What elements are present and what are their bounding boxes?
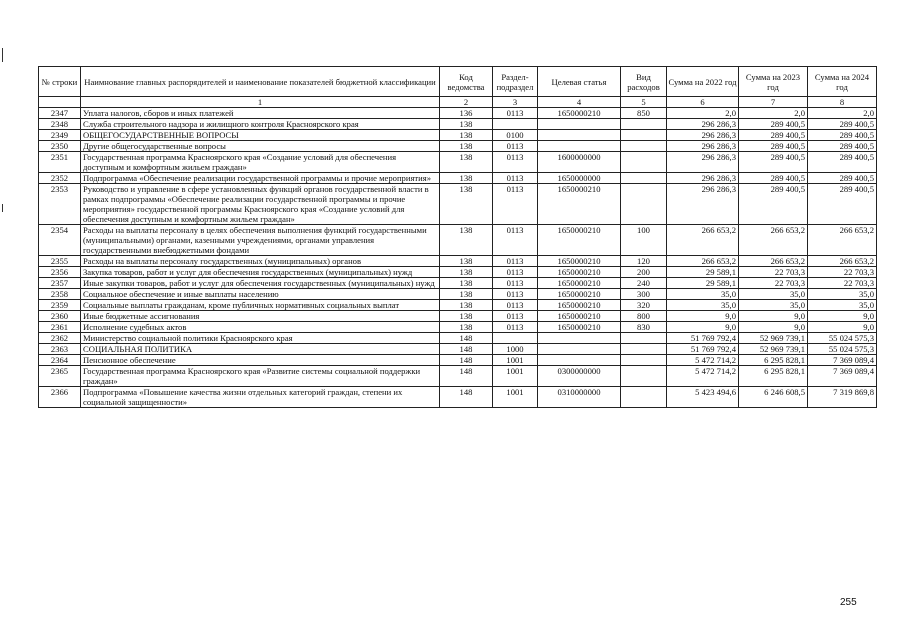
- row-name-cell: Иные закупки товаров, работ и услуг для обеспечения государственных (муниципальных) нужд: [81, 278, 440, 289]
- header-dept-code: Код ведомства: [440, 67, 493, 97]
- row-sum-2023-cell: 6 295 828,1: [739, 355, 808, 366]
- row-sum-2022-cell: 29 589,1: [667, 278, 739, 289]
- row-sum-2024-cell: 35,0: [808, 289, 877, 300]
- row-number-cell: 2365: [39, 366, 81, 387]
- table-row: [39, 366, 877, 387]
- row-sum-2024-cell: 7 369 089,4: [808, 355, 877, 366]
- row-target-item-cell: 1650000210: [538, 267, 621, 278]
- table-row: [39, 278, 877, 289]
- table-row: [39, 289, 877, 300]
- row-section-cell: 0113: [493, 278, 538, 289]
- row-sum-2022-cell: 35,0: [667, 289, 739, 300]
- row-number-cell: 2355: [39, 256, 81, 267]
- row-sum-2023-cell: 266 653,2: [739, 225, 808, 256]
- table-body: [39, 108, 877, 408]
- table-row: [39, 119, 877, 130]
- row-sum-2024-cell: 9,0: [808, 322, 877, 333]
- row-number-cell: 2359: [39, 300, 81, 311]
- row-number-cell: 2350: [39, 141, 81, 152]
- row-expense-kind-cell: [621, 355, 667, 366]
- row-sum-2023-cell: 266 653,2: [739, 256, 808, 267]
- row-section-cell: 0113: [493, 311, 538, 322]
- row-name-cell: Расходы на выплаты персоналу государственных (муниципальных) органов: [81, 256, 440, 267]
- row-dept-code-cell: 148: [440, 366, 493, 387]
- row-name-cell: Служба строительного надзора и жилищного контроля Красноярского края: [81, 119, 440, 130]
- row-name-cell: Государственная программа Красноярского края «Развитие системы социальной поддержки граждан»: [81, 366, 440, 387]
- row-expense-kind-cell: [621, 130, 667, 141]
- row-sum-2023-cell: 289 400,5: [739, 119, 808, 130]
- row-sum-2022-cell: 296 286,3: [667, 119, 739, 130]
- row-number-cell: 2347: [39, 108, 81, 119]
- row-sum-2022-cell: 296 286,3: [667, 173, 739, 184]
- row-sum-2022-cell: 5 472 714,2: [667, 355, 739, 366]
- row-dept-code-cell: 138: [440, 322, 493, 333]
- row-number-cell: 2364: [39, 355, 81, 366]
- row-number-cell: 2349: [39, 130, 81, 141]
- row-dept-code-cell: 148: [440, 344, 493, 355]
- row-sum-2022-cell: 35,0: [667, 300, 739, 311]
- row-name-cell: Закупка товаров, работ и услуг для обеспечения государственных (муниципальных) нужд: [81, 267, 440, 278]
- row-expense-kind-cell: [621, 173, 667, 184]
- row-sum-2024-cell: 35,0: [808, 300, 877, 311]
- row-section-cell: 0113: [493, 300, 538, 311]
- row-sum-2023-cell: 35,0: [739, 300, 808, 311]
- row-expense-kind-cell: [621, 366, 667, 387]
- header-name: Наимнование главных распорядителей и наименование показателей бюджетной классификации: [81, 67, 440, 97]
- column-index: 4: [538, 97, 621, 108]
- header-sum-2022: Сумма на 2022 год: [667, 67, 739, 97]
- row-section-cell: 0113: [493, 267, 538, 278]
- row-sum-2024-cell: 289 400,5: [808, 130, 877, 141]
- row-sum-2023-cell: 289 400,5: [739, 130, 808, 141]
- column-index: 1: [81, 97, 440, 108]
- row-number-cell: 2348: [39, 119, 81, 130]
- row-sum-2022-cell: 29 589,1: [667, 267, 739, 278]
- row-expense-kind-cell: [621, 333, 667, 344]
- header-expense-kind: Вид расходов: [621, 67, 667, 97]
- row-target-item-cell: 1650000210: [538, 184, 621, 225]
- header-sum-2024: Сумма на 2024 год: [808, 67, 877, 97]
- table-row: [39, 344, 877, 355]
- row-sum-2022-cell: 5 472 714,2: [667, 366, 739, 387]
- row-target-item-cell: 1600000000: [538, 152, 621, 173]
- row-expense-kind-cell: [621, 141, 667, 152]
- row-sum-2023-cell: 6 246 608,5: [739, 387, 808, 408]
- row-section-cell: 0113: [493, 225, 538, 256]
- row-dept-code-cell: 138: [440, 152, 493, 173]
- row-expense-kind-cell: [621, 152, 667, 173]
- row-dept-code-cell: 138: [440, 173, 493, 184]
- row-expense-kind-cell: 850: [621, 108, 667, 119]
- row-sum-2022-cell: 2,0: [667, 108, 739, 119]
- row-sum-2022-cell: 51 769 792,4: [667, 333, 739, 344]
- column-index: 8: [808, 97, 877, 108]
- row-sum-2022-cell: 266 653,2: [667, 256, 739, 267]
- row-sum-2023-cell: 289 400,5: [739, 152, 808, 173]
- header-row-no: № строки: [39, 67, 81, 97]
- column-index: 5: [621, 97, 667, 108]
- column-index: 6: [667, 97, 739, 108]
- row-number-cell: 2360: [39, 311, 81, 322]
- row-number-cell: 2362: [39, 333, 81, 344]
- row-name-cell: ОБЩЕГОСУДАРСТВЕННЫЕ ВОПРОСЫ: [81, 130, 440, 141]
- table-row: [39, 130, 877, 141]
- row-sum-2022-cell: 296 286,3: [667, 130, 739, 141]
- row-section-cell: 1001: [493, 387, 538, 408]
- row-name-cell: Другие общегосударственные вопросы: [81, 141, 440, 152]
- row-sum-2022-cell: 51 769 792,4: [667, 344, 739, 355]
- row-sum-2022-cell: 296 286,3: [667, 152, 739, 173]
- row-number-cell: 2353: [39, 184, 81, 225]
- row-sum-2023-cell: 52 969 739,1: [739, 333, 808, 344]
- row-number-cell: 2366: [39, 387, 81, 408]
- row-number-cell: 2361: [39, 322, 81, 333]
- row-target-item-cell: 1650000210: [538, 108, 621, 119]
- row-sum-2022-cell: 9,0: [667, 311, 739, 322]
- row-sum-2022-cell: 5 423 494,6: [667, 387, 739, 408]
- row-sum-2024-cell: 55 024 575,3: [808, 344, 877, 355]
- row-sum-2023-cell: 6 295 828,1: [739, 366, 808, 387]
- row-target-item-cell: [538, 119, 621, 130]
- row-target-item-cell: 0310000000: [538, 387, 621, 408]
- column-index: 3: [493, 97, 538, 108]
- row-target-item-cell: 1650000210: [538, 300, 621, 311]
- row-sum-2022-cell: 296 286,3: [667, 184, 739, 225]
- row-section-cell: [493, 333, 538, 344]
- row-section-cell: 0113: [493, 289, 538, 300]
- row-number-cell: 2356: [39, 267, 81, 278]
- row-section-cell: 0100: [493, 130, 538, 141]
- row-target-item-cell: [538, 130, 621, 141]
- row-number-cell: 2351: [39, 152, 81, 173]
- row-name-cell: СОЦИАЛЬНАЯ ПОЛИТИКА: [81, 344, 440, 355]
- row-target-item-cell: 1650000000: [538, 173, 621, 184]
- table-row: [39, 267, 877, 278]
- row-name-cell: Подпрограмма «Повышение качества жизни отдельных категорий граждан, степени их социальной защищенности»: [81, 387, 440, 408]
- row-number-cell: 2358: [39, 289, 81, 300]
- row-target-item-cell: [538, 333, 621, 344]
- row-expense-kind-cell: 100: [621, 225, 667, 256]
- row-target-item-cell: [538, 141, 621, 152]
- table-row: [39, 152, 877, 173]
- row-sum-2024-cell: 289 400,5: [808, 173, 877, 184]
- row-sum-2024-cell: 7 369 089,4: [808, 366, 877, 387]
- column-index: 7: [739, 97, 808, 108]
- row-dept-code-cell: 138: [440, 256, 493, 267]
- row-number-cell: 2357: [39, 278, 81, 289]
- table-row: [39, 184, 877, 225]
- row-section-cell: 0113: [493, 141, 538, 152]
- row-sum-2024-cell: 289 400,5: [808, 184, 877, 225]
- row-section-cell: 0113: [493, 322, 538, 333]
- binding-mark: [2, 204, 3, 212]
- table-row: [39, 225, 877, 256]
- row-expense-kind-cell: 830: [621, 322, 667, 333]
- table-row: [39, 333, 877, 344]
- row-section-cell: 0113: [493, 256, 538, 267]
- row-number-cell: 2354: [39, 225, 81, 256]
- table-row: [39, 322, 877, 333]
- row-expense-kind-cell: 800: [621, 311, 667, 322]
- binding-mark: [2, 48, 3, 62]
- row-section-cell: 1000: [493, 344, 538, 355]
- row-target-item-cell: 1650000210: [538, 289, 621, 300]
- table-row: [39, 387, 877, 408]
- row-target-item-cell: 0300000000: [538, 366, 621, 387]
- row-dept-code-cell: 138: [440, 119, 493, 130]
- row-sum-2023-cell: 52 969 739,1: [739, 344, 808, 355]
- row-name-cell: Социальные выплаты гражданам, кроме публичных нормативных социальных выплат: [81, 300, 440, 311]
- row-sum-2023-cell: 35,0: [739, 289, 808, 300]
- row-section-cell: [493, 119, 538, 130]
- row-target-item-cell: 1650000210: [538, 278, 621, 289]
- row-dept-code-cell: 148: [440, 333, 493, 344]
- row-dept-code-cell: 138: [440, 311, 493, 322]
- row-number-cell: 2363: [39, 344, 81, 355]
- column-index: 2: [440, 97, 493, 108]
- row-target-item-cell: 1650000210: [538, 256, 621, 267]
- row-dept-code-cell: 138: [440, 225, 493, 256]
- row-target-item-cell: 1650000210: [538, 322, 621, 333]
- row-sum-2024-cell: 22 703,3: [808, 267, 877, 278]
- row-expense-kind-cell: 320: [621, 300, 667, 311]
- header-sum-2023: Сумма на 2023 год: [739, 67, 808, 97]
- row-sum-2024-cell: 266 653,2: [808, 256, 877, 267]
- row-sum-2024-cell: 289 400,5: [808, 141, 877, 152]
- row-dept-code-cell: 138: [440, 130, 493, 141]
- row-sum-2023-cell: 22 703,3: [739, 278, 808, 289]
- row-sum-2024-cell: 22 703,3: [808, 278, 877, 289]
- header-section: Раздел-подраздел: [493, 67, 538, 97]
- row-expense-kind-cell: [621, 184, 667, 225]
- row-sum-2024-cell: 55 024 575,3: [808, 333, 877, 344]
- row-sum-2022-cell: 266 653,2: [667, 225, 739, 256]
- row-dept-code-cell: 148: [440, 355, 493, 366]
- row-expense-kind-cell: [621, 387, 667, 408]
- table-row: [39, 256, 877, 267]
- row-name-cell: Уплата налогов, сборов и иных платежей: [81, 108, 440, 119]
- row-sum-2024-cell: 2,0: [808, 108, 877, 119]
- row-sum-2023-cell: 289 400,5: [739, 173, 808, 184]
- row-expense-kind-cell: 120: [621, 256, 667, 267]
- row-section-cell: 1001: [493, 366, 538, 387]
- table-row: [39, 108, 877, 119]
- row-dept-code-cell: 138: [440, 278, 493, 289]
- row-sum-2022-cell: 9,0: [667, 322, 739, 333]
- row-expense-kind-cell: 240: [621, 278, 667, 289]
- row-dept-code-cell: 138: [440, 300, 493, 311]
- budget-table: [38, 66, 877, 408]
- row-name-cell: Социальное обеспечение и иные выплаты населению: [81, 289, 440, 300]
- row-name-cell: Подпрограмма «Обеспечение реализации государственной программы и прочие мероприятия»: [81, 173, 440, 184]
- row-section-cell: 0113: [493, 184, 538, 225]
- row-name-cell: Министерство социальной политики Красноярского края: [81, 333, 440, 344]
- table-header-row: [39, 67, 877, 97]
- page-number: 255: [840, 597, 857, 608]
- table-row: [39, 141, 877, 152]
- row-name-cell: Пенсионное обеспечение: [81, 355, 440, 366]
- row-target-item-cell: 1650000210: [538, 225, 621, 256]
- table-row: [39, 355, 877, 366]
- row-expense-kind-cell: [621, 119, 667, 130]
- row-sum-2024-cell: 7 319 869,8: [808, 387, 877, 408]
- header-target-item: Целевая статья: [538, 67, 621, 97]
- column-index-row: [39, 97, 877, 108]
- row-name-cell: Исполнение судебных актов: [81, 322, 440, 333]
- row-target-item-cell: 1650000210: [538, 311, 621, 322]
- row-name-cell: Иные бюджетные ассигнования: [81, 311, 440, 322]
- row-name-cell: Расходы на выплаты персоналу в целях обеспечения выполнения функций государственными (муниципальными) органами, казенными учреждениями, органами управления государственными внебюджетными фондами: [81, 225, 440, 256]
- row-sum-2024-cell: 289 400,5: [808, 152, 877, 173]
- row-sum-2023-cell: 22 703,3: [739, 267, 808, 278]
- row-expense-kind-cell: [621, 344, 667, 355]
- row-sum-2023-cell: 9,0: [739, 322, 808, 333]
- row-dept-code-cell: 136: [440, 108, 493, 119]
- row-dept-code-cell: 138: [440, 289, 493, 300]
- row-sum-2024-cell: 266 653,2: [808, 225, 877, 256]
- row-sum-2023-cell: 9,0: [739, 311, 808, 322]
- row-target-item-cell: [538, 344, 621, 355]
- row-section-cell: 0113: [493, 173, 538, 184]
- row-dept-code-cell: 148: [440, 387, 493, 408]
- row-section-cell: 1001: [493, 355, 538, 366]
- row-sum-2023-cell: 289 400,5: [739, 141, 808, 152]
- row-dept-code-cell: 138: [440, 141, 493, 152]
- row-sum-2022-cell: 296 286,3: [667, 141, 739, 152]
- row-target-item-cell: [538, 355, 621, 366]
- row-dept-code-cell: 138: [440, 184, 493, 225]
- row-number-cell: 2352: [39, 173, 81, 184]
- row-dept-code-cell: 138: [440, 267, 493, 278]
- row-sum-2023-cell: 2,0: [739, 108, 808, 119]
- row-expense-kind-cell: 300: [621, 289, 667, 300]
- row-section-cell: 0113: [493, 108, 538, 119]
- row-sum-2024-cell: 289 400,5: [808, 119, 877, 130]
- row-name-cell: Руководство и управление в сфере установленных функций органов государственной власти в рамках подпрограммы «Обеспечение реализации государственной программы и прочие мероприятия» государственной программы Красноярского края «Создание условий для обеспечения доступным и комфортным жильем граждан»: [81, 184, 440, 225]
- row-sum-2023-cell: 289 400,5: [739, 184, 808, 225]
- table-row: [39, 300, 877, 311]
- row-sum-2024-cell: 9,0: [808, 311, 877, 322]
- row-expense-kind-cell: 200: [621, 267, 667, 278]
- row-name-cell: Государственная программа Красноярского края «Создание условий для обеспечения доступным и комфортным жильем граждан»: [81, 152, 440, 173]
- row-section-cell: 0113: [493, 152, 538, 173]
- table-row: [39, 173, 877, 184]
- table-row: [39, 311, 877, 322]
